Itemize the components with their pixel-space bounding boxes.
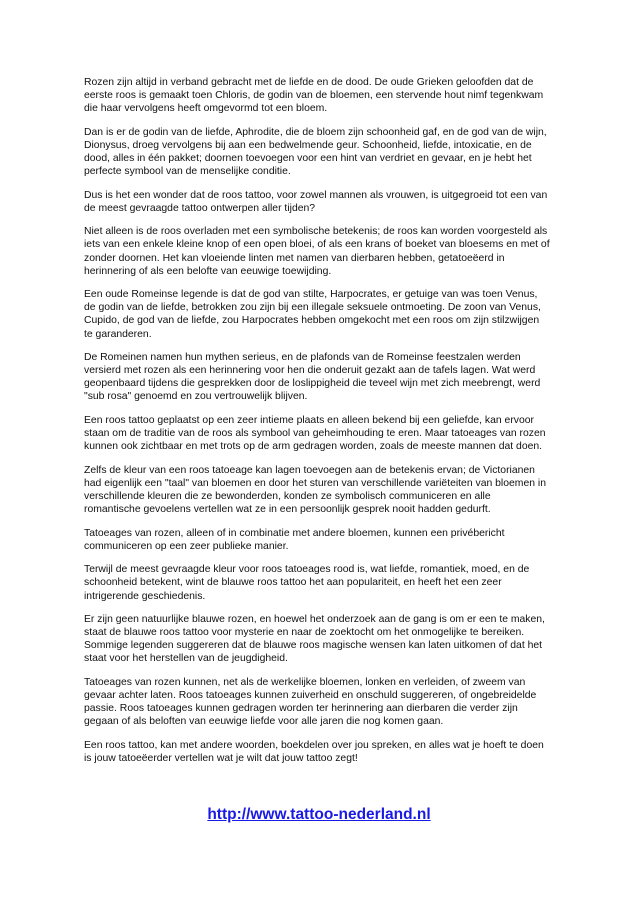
paragraph: Een oude Romeinse legende is dat de god van stilte, Harpocrates, er getuige van was toen Venus, de godin van de liefde, betrokken zou zijn bij een illegale seksuele ontmoeting. De zoon van Venus, Cupido, de god van de liefde, zou Harpocrates hebben omgekocht met een roos om zijn stilzwijgen te garanderen. <box>84 289 541 340</box>
paragraph: Een roos tattoo geplaatst op een zeer intieme plaats en alleen bekend bij een geliefde, kan ervoor staan om de traditie van de roos als symbool van geheimhouding te eren. Maar tatoeages van rozen kunnen ook zichtbaar en met trots op de arm gedragen worden, zoals de meeste mannen dat doen. <box>84 414 546 453</box>
paragraph: De Romeinen namen hun mythen serieus, en de plafonds van de Romeinse feestzalen werden versierd met rozen als een herinnering voor hen die onderuit gezakt aan de tafels lagen. Wat werd geopenbaard tijdens die gesprekken door de loslippigheid die teveel wijn met zich meebrengt, werd "sub rosa" genoemd en zou vertrouwelijk blijven. <box>84 352 541 403</box>
paragraph: Terwijl de meest gevraagde kleur voor roos tatoeages rood is, wat liefde, romantiek, moed, en de schoonheid betekent, wint de blauwe roos tattoo het aan populariteit, en heeft het een zeer intrigerende geschiedenis. <box>84 564 530 602</box>
paragraph: Dan is er de godin van de liefde, Aphrodite, die de bloem zijn schoonheid gaf, en de god van de wijn, Dionysus, droeg vervolgens bij aan een bedwelmende geur. Schoonheid, liefde, intoxicatie, en de dood, alles in één pakket; doornen toevoegen voor een hint van verdriet en gevaar, en je hebt het perfecte symbool van de menselijke conditie. <box>84 126 547 178</box>
paragraph: Een roos tattoo, kan met andere woorden, boekdelen over jou spreken, en alles wat je hoeft te doen is jouw tatoeëerder vertellen wat je wilt dat jouw tattoo zegt! <box>84 739 544 764</box>
website-link[interactable]: http://www.tattoo-nederland.nl <box>207 806 431 823</box>
paragraph: Er zijn geen natuurlijke blauwe rozen, en hoewel het onderzoek aan de gang is om er een te maken, staat de blauwe roos tattoo voor mysterie en naar de zoektocht om het onmogelijke te bereiken. Sommige legenden suggereren dat de blauwe roos magische wensen kan laten uitkomen of dat het staat voor het herstellen van de jeugdigheid. <box>84 614 545 665</box>
paragraph: Zelfs de kleur van een roos tatoeage kan lagen toevoegen aan de betekenis ervan; de Victorianen had eigenlijk een "taal" van bloemen en door het sturen van verschillende variëteiten van bloemen in verschillende kleuren die ze bewonderden, konden ze symbolisch communiceren en alle romantische gevoelens vertellen wat ze in een persoonlijk gesprek nooit hadden gedurft. <box>84 464 546 516</box>
footer <box>0 806 638 824</box>
paragraph: Dus is het een wonder dat de roos tattoo, voor zowel mannen als vrouwen, is uitgegroeid tot een van de meest gevraagde tattoo ontwerpen aller tijden? <box>84 189 548 214</box>
paragraph: Tatoeages van rozen kunnen, net als de werkelijke bloemen, lonken en verleiden, of zweem van gevaar achter laten. Roos tatoeages kunnen zuiverheid en onschuld suggereren, of ongebreidelde passie. Roos tatoeages kunnen gedragen worden ter herinnering aan dierbaren die verder zijn gegaan of als beloften van eeuwige liefde voor alle jaren die nog komen gaan. <box>84 676 537 728</box>
paragraph: Tatoeages van rozen, alleen of in combinatie met andere bloemen, kunnen een privébericht communiceren op een zeer publieke manier. <box>84 527 505 552</box>
document-body <box>84 76 550 776</box>
paragraph: Niet alleen is de roos overladen met een symbolische betekenis; de roos kan worden voorgesteld als iets van een enkele kleine knop of een open bloei, of als een krans of boeket van bloesems en met of zonder doornen. Het kan vloeiende linten met namen van dierbaren hebben, getatoeëerd in herinnering of als een belofte van eeuwige toewijding. <box>84 226 550 277</box>
paragraph: Rozen zijn altijd in verband gebracht met de liefde en de dood. De oude Grieken geloofden dat de eerste roos is gemaakt toen Chloris, de godin van de bloemen, een stervende hout nimf tegenkwam die haar vervolgens heeft omgevormd tot een bloem. <box>84 77 544 115</box>
